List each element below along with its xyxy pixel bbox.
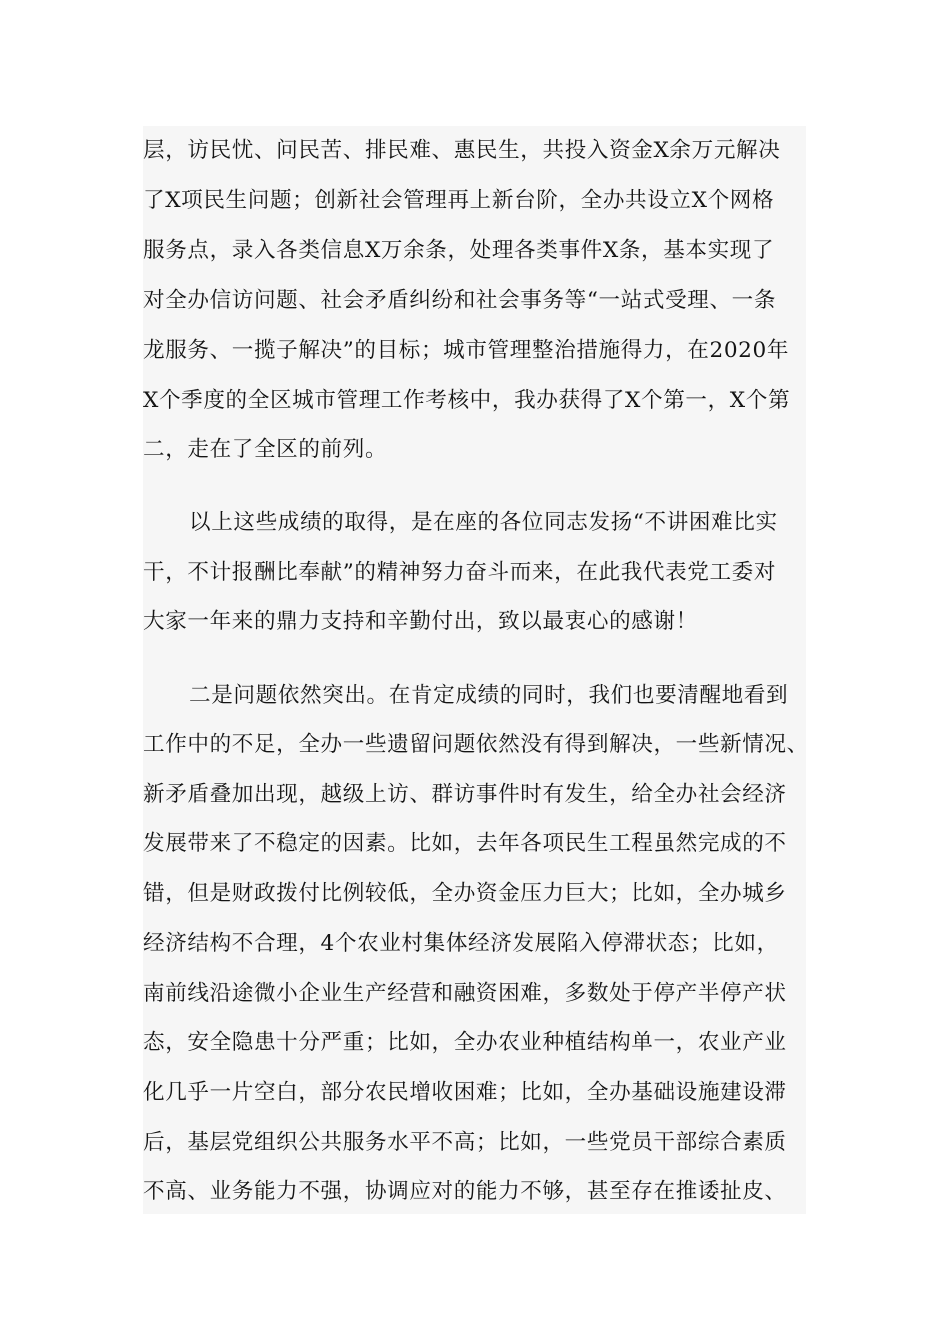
text-line: 新矛盾叠加出现，越级上访、群访事件时有发生，给全办社会经济: [143, 782, 787, 807]
text-line: 不高、业务能力不强，协调应对的能力不够，甚至存在推诿扯皮、: [143, 1179, 787, 1204]
text-line: 二，走在了全区的前列。: [143, 437, 388, 462]
text-line: 工作中的不足，全办一些遗留问题依然没有得到解决，一些新情况、: [143, 732, 809, 757]
text-line: 层，访民忧、问民苦、排民难、惠民生，共投入资金X余万元解决: [143, 138, 781, 163]
text-line: 大家一年来的鼎力支持和辛勤付出，致以最衷心的感谢！: [143, 609, 698, 634]
paragraph-first-line: 以上这些成绩的取得，是在座的各位同志发扬“不讲困难比实: [189, 510, 778, 535]
text-line: 对全办信访问题、社会矛盾纠纷和社会事务等“一站式受理、一条: [143, 288, 777, 313]
paragraph-first-line: 二是问题依然突出。在肯定成绩的同时，我们也要清醒地看到: [189, 683, 789, 708]
text-line: 南前线沿途微小企业生产经营和融资困难，多数处于停产半停产状: [143, 981, 787, 1006]
text-line: 了X项民生问题；创新社会管理再上新台阶，全办共设立X个网格: [143, 188, 775, 213]
text-line: 服务点，录入各类信息X万余条，处理各类事件X条，基本实现了: [143, 238, 775, 263]
text-line: X个季度的全区城市管理工作考核中，我办获得了X个第一，X个第: [143, 388, 791, 413]
text-line: 经济结构不合理，4个农业村集体经济发展陷入停滞状态；比如，: [143, 931, 779, 956]
text-line: 龙服务、一揽子解决”的目标；城市管理整治措施得力，在2020年: [143, 338, 790, 363]
text-line: 干，不计报酬比奉献”的精神努力奋斗而来，在此我代表党工委对: [143, 560, 777, 585]
text-line: 态，安全隐患十分严重；比如，全办农业种植结构单一，农业产业: [143, 1030, 787, 1055]
text-line: 化几乎一片空白，部分农民增收困难；比如，全办基础设施建设滞: [143, 1080, 787, 1105]
text-line: 后，基层党组织公共服务水平不高；比如，一些党员干部综合素质: [143, 1130, 787, 1155]
text-line: 发展带来了不稳定的因素。比如，去年各项民生工程虽然完成的不: [143, 831, 787, 856]
text-line: 错，但是财政拨付比例较低，全办资金压力巨大；比如，全办城乡: [143, 881, 787, 906]
